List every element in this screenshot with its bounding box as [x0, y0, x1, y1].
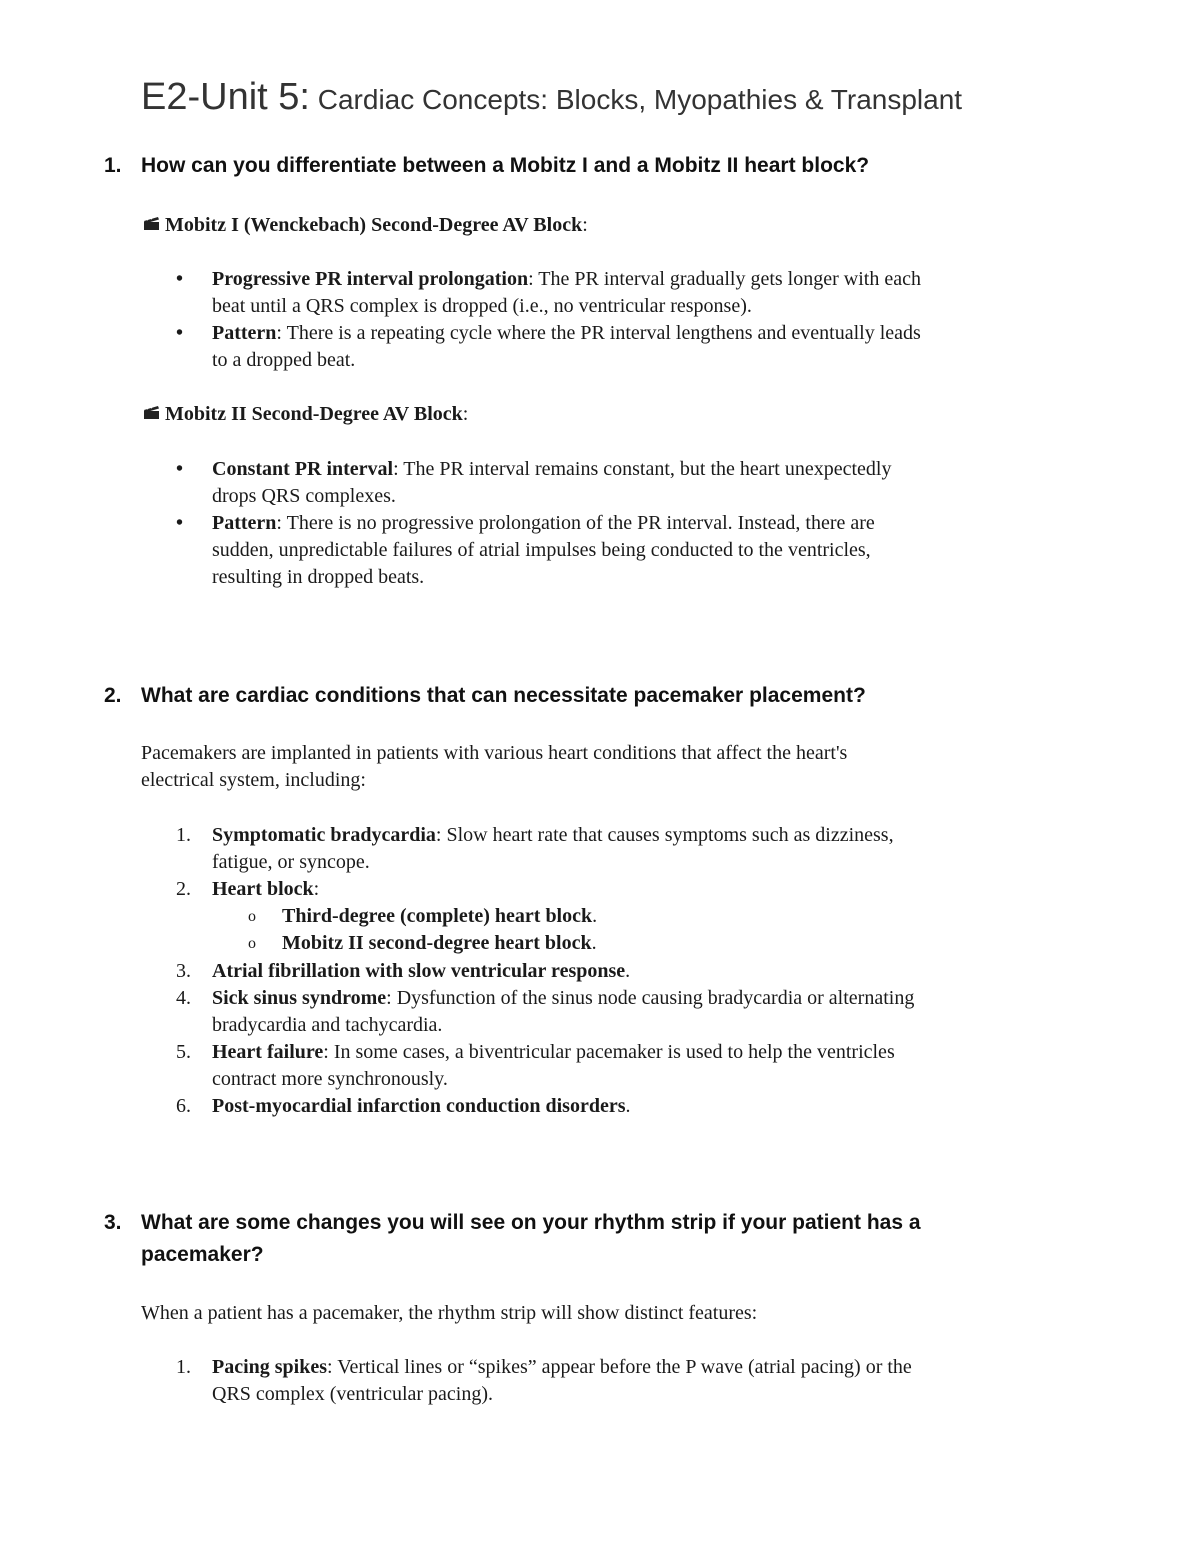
question-line: What are some changes you will see on your rhythm strip if your patient has a — [141, 1211, 921, 1234]
item-line: contract more synchronously. — [212, 1068, 448, 1090]
item-line: resulting in dropped beats. — [212, 566, 425, 588]
page-title — [141, 76, 962, 119]
list-item — [176, 1093, 1062, 1120]
item-line — [212, 958, 1062, 985]
item-line — [212, 1039, 1062, 1066]
item-line: sudden, unpredictable failures of atrial impulses being conducted to the ventricles, — [212, 539, 871, 561]
list-item — [176, 985, 1062, 1039]
item-text: : Vertical lines or “spikes” appear before the P wave (atrial pacing) or the — [327, 1356, 912, 1378]
item-text: . — [625, 1095, 631, 1117]
item-line: beat until a QRS complex is dropped (i.e., no ventricular response). — [212, 295, 752, 317]
item-text: . — [591, 932, 597, 954]
para-line: When a patient has a pacemaker, the rhythm strip will show distinct features: — [141, 1302, 758, 1324]
item-term: Pattern — [212, 322, 277, 344]
clapper-board-icon — [143, 404, 165, 420]
item-text: . — [592, 905, 598, 927]
bullet: • — [176, 512, 184, 534]
item-term: Symptomatic bradycardia — [212, 824, 436, 846]
answer-intro — [141, 740, 1041, 794]
item-text: : There is no progressive prolongation of the PR interval. Instead, there are — [276, 512, 875, 534]
list-item — [176, 1354, 1062, 1408]
item-term: Pacing spikes — [212, 1356, 328, 1378]
item-text: : Slow heart rate that causes symptoms such as dizziness, — [435, 824, 894, 846]
list-item — [176, 266, 1062, 320]
item-line: drops QRS complexes. — [212, 485, 396, 507]
item-text: : The PR interval remains constant, but the heart unexpectedly — [393, 458, 892, 480]
sub-bullet: o — [248, 908, 256, 925]
item-line: QRS complex (ventricular pacing). — [212, 1383, 494, 1405]
list-item — [176, 456, 1062, 510]
item-term: Third-degree (complete) heart block — [282, 905, 593, 927]
clapper-board-icon — [143, 215, 165, 231]
title-topic: Cardiac Concepts: Blocks, Myopathies & Transplant — [309, 84, 963, 115]
question-text: How can you differentiate between a Mobitz I and a Mobitz II heart block? — [141, 154, 870, 177]
item-text: : — [313, 878, 320, 900]
item-term: Heart block — [212, 878, 314, 900]
list-number: 6. — [176, 1095, 191, 1117]
question-text — [141, 1207, 1081, 1271]
list-number: 2. — [176, 878, 191, 900]
question-number: 1. — [104, 154, 122, 177]
item-text: : Dysfunction of the sinus node causing bradycardia or alternating — [386, 987, 915, 1009]
item-term: Post-myocardial infarction conduction disorders — [212, 1095, 626, 1117]
answer-intro — [141, 1300, 1041, 1327]
para-line: electrical system, including: — [141, 769, 366, 791]
list-item — [176, 320, 1062, 374]
item-line — [212, 456, 1062, 483]
item-line — [212, 822, 1062, 849]
item-term: Pattern — [212, 512, 277, 534]
bullet: • — [176, 268, 184, 290]
item-text: : There is a repeating cycle where the PR interval lengthens and eventually leads — [276, 322, 921, 344]
item-text: . — [625, 960, 631, 982]
question-number: 2. — [104, 684, 122, 707]
item-line — [212, 985, 1062, 1012]
list-number: 1. — [176, 824, 191, 846]
item-term: Constant PR interval — [212, 458, 394, 480]
list-item — [176, 822, 1062, 876]
question-text: What are cardiac conditions that can necessitate pacemaker placement? — [141, 684, 866, 707]
block-heading: Mobitz I (Wenckebach) Second-Degree AV Block — [165, 214, 583, 236]
list-item — [176, 958, 1062, 985]
question-number: 3. — [104, 1211, 122, 1234]
item-line — [212, 510, 1062, 537]
list-number: 3. — [176, 960, 191, 982]
item-line — [212, 320, 1062, 347]
item-line: to a dropped beat. — [212, 349, 356, 371]
question-line: pacemaker? — [141, 1243, 264, 1266]
item-line — [212, 266, 1062, 293]
bullet: • — [176, 458, 184, 480]
item-term: Sick sinus syndrome — [212, 987, 387, 1009]
bullet: • — [176, 322, 184, 344]
list-item — [176, 1039, 1062, 1093]
item-line — [212, 876, 1062, 903]
sub-bullet: o — [248, 935, 256, 952]
item-term: Heart failure — [212, 1041, 324, 1063]
list-number: 1. — [176, 1356, 191, 1378]
item-term: Atrial fibrillation with slow ventricular response — [212, 960, 626, 982]
item-term: Mobitz II second-degree heart block — [282, 932, 592, 954]
item-line — [212, 1354, 1062, 1381]
item-text: : In some cases, a biventricular pacemaker is used to help the ventricles — [323, 1041, 895, 1063]
heading-colon: : — [462, 403, 469, 425]
list-number: 5. — [176, 1041, 191, 1063]
item-line: bradycardia and tachycardia. — [212, 1014, 443, 1036]
title-unit: E2-Unit 5: — [141, 76, 310, 118]
sub-list-item — [248, 930, 1042, 957]
mobitz-2-heading — [143, 401, 468, 428]
block-heading: Mobitz II Second-Degree AV Block — [165, 403, 463, 425]
item-line: fatigue, or syncope. — [212, 851, 370, 873]
list-item — [176, 876, 1062, 903]
para-line: Pacemakers are implanted in patients with various heart conditions that affect the heart's — [141, 742, 848, 764]
item-line — [212, 1093, 1062, 1120]
heading-colon: : — [582, 214, 588, 236]
list-item — [176, 510, 1062, 591]
item-term: Progressive PR interval prolongation — [212, 268, 529, 290]
sub-list-item — [248, 903, 1042, 930]
list-number: 4. — [176, 987, 191, 1009]
item-text: : The PR interval gradually gets longer with each — [528, 268, 921, 290]
mobitz-1-heading — [143, 212, 588, 239]
